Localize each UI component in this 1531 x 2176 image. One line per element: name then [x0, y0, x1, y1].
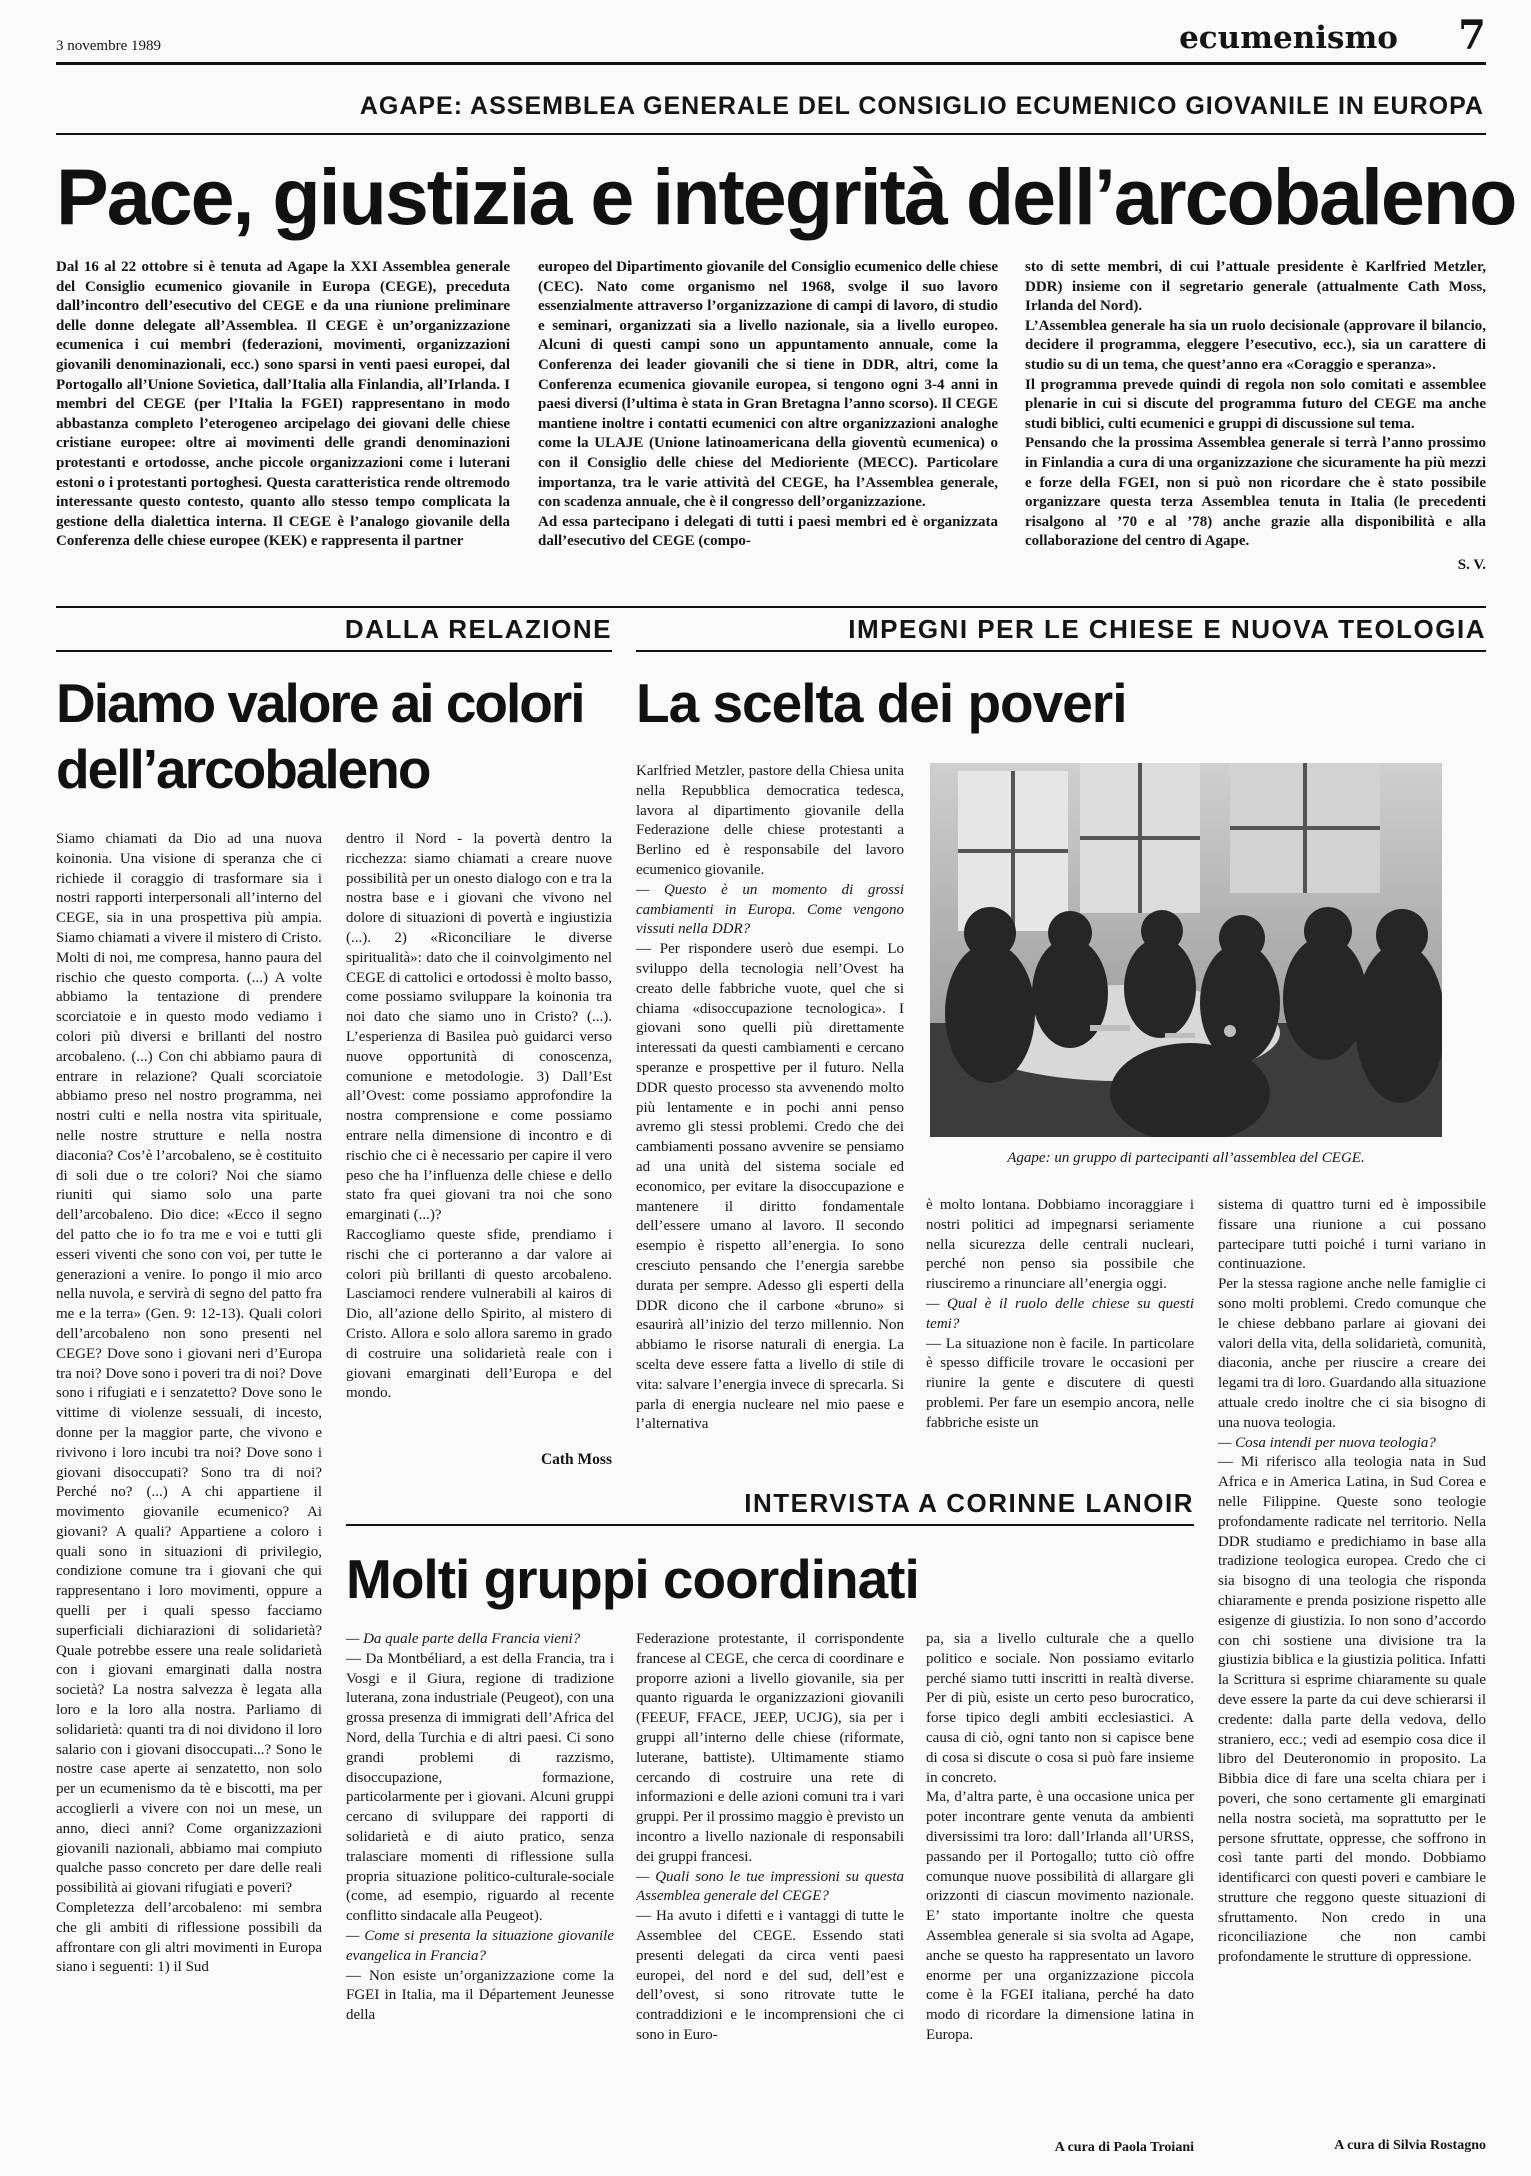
interview-kicker-rule	[346, 1524, 1194, 1526]
right-kicker-rule	[636, 650, 1486, 652]
left-kicker-rule	[56, 650, 612, 652]
section-divider	[56, 606, 1486, 608]
right-right-text: sistema di quattro turni ed è impossibile fissare una riunione a cui possano partecipare tutti poiché i turni variano in continuazione. Per la stessa ragione anche nelle famiglie ci sono molti problemi. Credo comunque che le chiese debbano parlare ai giovani dei valori della vita, della solidarietà, comunità, diaconia, anche per riuscire a creare dei legami tra di loro. Guardando alla situazione attuale credo inoltre che ci sia bisogno di una nuova teologia.	[1218, 1197, 1486, 1431]
right-answer-3: — Mi riferisco alla teologia nata in Sud Africa e in America Latina, in Sud Corea e nelle Filippine. Queste sono teologie profondamente radicate nel territorio. Nella DDR studiamo e predichiamo in base alla tradizione teologica europea. Credo che ci sia bisogno di una teologia che risponda chiaramente e prenda posizione rispetto alle esigenze di giustizia. Io non sono d’accordo con chi sostiene una divisione tra la giustizia biblica e la giustizia politica. Infatti la Scrittura si esprime chiaramente su quale deve essere la parte da cui deve schierarsi il credente: dalla parte della vedova, dello straniero, ecc.; vedi ad esempio cosa dice il libro del Deuteronomio in proposito. La Bibbia dice di fare una scelta chiara per i poveri, che sono certamente gli emarginati nella nostra società, ma soprattutto per le persone sfruttate, oppresse, che soffrono in così tante parti del mondo. Dobbiamo identificarci con questi poveri e cambiare le strutture che reggono queste situazioni di sfruttamento. Non credo in una riconciliazione che non cambi profondamente le strutture di oppressione.	[1218, 1454, 1486, 1966]
right-question-2: — Qual è il ruolo delle chiese su questi temi?	[926, 1295, 1194, 1332]
interview-question-1: — Da quale parte della Francia vieni?	[346, 1631, 581, 1647]
left-kicker: DALLA RELAZIONE	[344, 614, 612, 644]
page-header	[56, 12, 1486, 66]
interview-kicker: INTERVISTA A CORINNE LANOIR	[744, 1488, 1194, 1518]
agape-photo	[930, 763, 1442, 1137]
photo-caption: Agape: un gruppo di partecipanti all’assemblea del CEGE.	[1007, 1150, 1365, 1166]
interview-question-3: — Quali sono le tue impressioni su questa Assemblea generale del CEGE?	[636, 1868, 904, 1905]
right-mid-text: è molto lontana. Dobbiamo incoraggiare i nostri politici ad impegnarsi seriamente nella sicurezza delle centrali nucleari, perché non penso sia possibile che riusciremo a rinunciare all’energia oggi.	[926, 1197, 1194, 1293]
left-headline-1: Diamo valore ai colori	[56, 672, 584, 734]
right-kicker: IMPEGNI PER LE CHIESE E NUOVA TEOLOGIA	[848, 614, 1486, 644]
lead-col-3-wrap	[1025, 258, 1486, 578]
left-col-2: dentro il Nord - la povertà dentro la ricchezza: siamo chiamati a creare nuove possibilità per un onesto dialogo con e tra la nostra base e i giovani che vivono nel dolore di situazioni di povertà e ingiustizia (...). 2) «Riconciliare le diverse spiritualità»: dato che il coinvolgimento nel CEGE di cattolici e ortodossi è molto basso, come possiamo sviluppare la koinonia tra noi dato che siamo uno in Cristo? (...). L’esperienza di Basilea può guidarci verso nuove opportunità di conoscenza, comunione e metodologie. 3) Dall’Est all’Ovest: come possiamo approfondire la nostra comprensione e come possiamo entrare nella dimensione di incontro e di rischio che ci è necessario per capire il vero peso che ha l’influenza delle chiese e dello stato fra quei giovani tra noi che sono emarginati (...)? Raccogliamo queste sfide, prendiamo i rischi che ci porteranno a dar valore ai colori più brillanti di questo arcobaleno. Lasciamoci rendere vulnerabili al kairos di Dio, all’azione dello Spirito, al mistero di Cristo. Allora e solo allora saremo in grado di costruire una solidarietà reale con i giovani emarginati dell’Europa e del mondo.	[346, 831, 612, 1402]
interview-question-2: — Come si presenta la situazione giovanile evangelica in Francia?	[346, 1927, 614, 1964]
right-answer-2: — La situazione non è facile. In particolare è spesso difficile trovare le occasioni per riunire la gente e discutere di questi problemi. Per fare un esempio ancora, nelle fabbriche esiste un	[926, 1335, 1194, 1431]
right-col-right-wrap	[1218, 1196, 1486, 2160]
right-col-mid-wrap	[926, 1196, 1194, 1472]
interview-col-1-wrap	[346, 1630, 614, 2160]
lead-signature: S. V.	[1452, 556, 1486, 576]
left-col-2-wrap	[346, 830, 612, 1470]
header-rule	[56, 62, 1486, 65]
interview-col-3-wrap	[926, 1630, 1194, 2160]
left-signature: Cath Moss	[535, 1450, 612, 1470]
photo-illustration	[930, 763, 1442, 1137]
left-headline-2: dell’arcobaleno	[56, 738, 430, 800]
header-section: ecumenismo	[1179, 20, 1398, 56]
lead-kicker: AGAPE: ASSEMBLEA GENERALE DEL CONSIGLIO ECUMENICO GIOVANILE IN EUROPA	[359, 92, 1484, 120]
right-answer-1: — Per rispondere userò due esempi. Lo sviluppo della tecnologia nell’Ovest ha creato delle fabbriche vuote, quel che si chiama «disoccupazione tecnologica». I giovani sono quelli più direttamente interessati da questi cambiamenti e cercano speranze e prospettive per il futuro. Nella DDR questo processo sta avvenendo molto più lentamente e in pochi anni penso avremo gli stessi problemi. Credo che dei cambiamenti possano avvenire se pensiamo ad una unità del sistema sociale ed economico, per evitare la disoccupazione e mantenere il diritto fondamentale dell’essere umano al lavoro. Il secondo esempio è rispetto all’energia. Io sono cresciuto pensando che l’energia sarebbe durata per sempre. Adesso gli esperti della DDR dicono che il carbone «bruno» si esaurirà all’inizio del terzo millennio. Non abbiamo le risorse naturali di energia. La scelta deve essere fatta a livello di stile di vita: salvare l’energia invece di sprecarla. Si parla di energia nucleare nel mio paese e l’alternativa	[636, 941, 904, 1433]
interview-answer-3: — Ha avuto i difetti e i vantaggi di tutte le Assemblee del CEGE. Essendo stati presenti delegati da circa venti paesi europei, del nord e del sud, dell’est e dell’ovest, si sono ritrovate tutte le contraddizioni e le incomprensioni che ci sono in Euro-	[636, 1908, 904, 2043]
interview-headline: Molti gruppi coordinati	[346, 1548, 919, 1610]
page-number: 7	[1458, 12, 1486, 59]
lead-kicker-rule	[56, 133, 1486, 135]
header-date: 3 novembre 1989	[56, 38, 161, 54]
right-intro: Karlfried Metzler, pastore della Chiesa unita nella Repubblica democratica tedesca, lavora al dipartimento giovanile della Federazione delle chiese protestanti a Berlino ed è responsabile del lavoro ecumenico giovanile.	[636, 763, 904, 878]
right-question-3: — Cosa intendi per nuova teologia?	[1218, 1434, 1436, 1451]
lead-col-2: europeo del Dipartimento giovanile del Consiglio ecumenico delle chiese (CEC). Nato come organismo nel 1968, svolge il suo lavoro essenzialmente attraverso l’organizzazione di campi di lavoro, di studio e seminari, organizzati sia a livello nazionale, sia a livello europeo. Alcuni di questi campi sono un appuntamento annuale, come la Conferenza dei leader giovanili che si tiene in DDR, altri, come la Conferenza ecumenica giovanile europea, si tengono ogni 3-4 anni in paesi diversi (l’ultima è stata in Gran Bretagna l’anno scorso). Il CEGE mantiene inoltre i contatti ecumenici con altre organizzazioni analoghe come la ULAJE (Unione latinoamericana della gioventù ecumenica) o con il Consiglio delle chiese del Medioriente (MECC). Particolare importanza, tra le varie attività del CEGE, ha l’Assemblea generale, con scadenza annuale, che è il congresso dell’organizzazione. Ad essa partecipano i delegati di tutti i paesi membri ed è organizzata dall’esecutivo del CEGE (compo-	[538, 259, 998, 550]
interview-col-2: Federazione protestante, il corrispondente francese al CEGE, che cerca di coordinare e proporre azioni a livello giovanile, sia per quanto riguarda le organizzazioni giovanili (FEEUF, FFACE, JEEP, UCJG), sia per i gruppi all’interno delle chiese (riformate, luterane, battiste). Ultimamente stiamo cercando di costruire una rete di informazioni e delle azioni comuni tra i vari gruppi. Per il prossimo maggio è previsto un incontro a livello nazionale di responsabili dei gruppi francesi.	[636, 1631, 904, 1865]
right-col-left-wrap	[636, 762, 904, 1472]
right-headline: La scelta dei poveri	[636, 672, 1127, 734]
interview-col-2-wrap	[636, 1630, 904, 2160]
left-col-1: Siamo chiamati da Dio ad una nuova koinonia. Una visione di speranza che ci richiede il coraggio di trasformare sia i nostri rapporti interpersonali all’interno del CEGE, sia in una prospettiva più ampia. Siamo chiamati a vivere il mistero di Cristo. Molti di noi, me compresa, hanno paura del rischio che questo comporta. (...) A volte abbiamo la tentazione di prendere scorciatoie e in questo modo vediamo i colori più diversi e brillanti del nostro arcobaleno. (...) Con chi abbiamo paura di entrare in relazione? Quali scorciatoie abbiamo preso nel nostro programma, nei nostri culti e nella nostra vita spirituale, nelle nostre strutture e nella nostra diaconia? Cos’è l’arcobaleno, se è costituito di soli due o tre colori? Noi che siamo riuniti qui siamo solo una parte dell’arcobaleno. Dio dice: «Ecco il segno del patto che io fo tra me e voi e tutti gli esseri viventi che sono con voi, per tutte le generazioni a venire. Io pongo il mio arco nella nuvola, e servirà di segno del patto fra me e la terra» (Gen. 9: 12-13). Quali colori dell’arcobaleno non sono presenti nel CEGE? Dove sono i giovani neri d’Europa tra noi? Dove sono i poveri tra di noi? Dove sono i rifugiati e i senzatetto? Dove sono le vittime di violenze sessuali, di incesto, donne per la maggior parte, che vivono e rivivono i loro incubi tra noi? Dove sono i giovani disoccupati? Sono tra di noi? Perché no? (...) A chi appartiene il movimento giovanile ecumenico? Ai giovani? A quali? Appartiene a coloro i quali sono in situazioni di privilegio, condizione comune tra i giovani che qui rappresentano i loro movimenti, oppure a quelli per i quali spesso facciamo superficiali dichiarazioni di solidarietà? Quale potrebbe essere una reale solidarietà con i giovani emarginati dalla nostra società? La nostra salvezza è legata alla loro e la loro alla nostra. Parliamo di solidarietà: quanti tra di noi dividono il loro salario con i giovani disoccupati...? Sono le nostre case aperte ai senzatetto, non solo per un ecumenismo da tè e biscotti, ma per accoglierli a vivere con noi un mese, un anno, dieci anni? Come organizzazioni giovanili nazionali, abbiamo mai compiuto qualche passo concreto per dare delle reali possibilità ai giovani rifugiati e poveri? Completezza dell’arcobaleno: mi sembra che gli ambiti di riflessione possibili da affrontare con gli altri movimenti in Europa siano i seguenti: 1) il Sud	[56, 831, 322, 1976]
lead-col-1: Dal 16 al 22 ottobre si è tenuta ad Agape la XXI Assemblea generale del Consiglio ecumenico giovanile in Europa (CEGE), preceduta dall’incontro dell’esecutivo del CEGE e da una riunione preliminare delle donne delegate all’Assemblea. Il CEGE è un’organizzazione ecumenica i cui membri (federazioni, movimenti, organizzazioni giovanili denominazionali, ecc.) sono sparsi in venti paesi europei, dal Portogallo all’Unione Sovietica, dall’Italia alla Finlandia, all’Irlanda. I membri del CEGE (per l’Italia la FGEI) rappresentano in modo abbastanza completo l’eterogeneo arcipelago dei giovani delle chiese cristiane europee: oltre ai movimenti delle grandi denominazioni protestanti e ortodosse, anche piccole organizzazioni come i luterani estoni o i protestanti portoghesi. Questa caratteristica rende oltremodo interessante questo contesto, quanto allo stesso tempo complicata la gestione della dialettica interna. Il CEGE è l’analogo giovanile della Conferenza delle chiese europee (KEK) e rappresenta il partner	[56, 259, 510, 550]
lead-col-3: sto di sette membri, di cui l’attuale presidente è Karlfried Metzler, DDR) insieme con il segretario generale (attualmente Cath Moss, Irlanda del Nord). L’Assemblea generale ha sia un ruolo decisionale (approvare il bilancio, decidere il programma, eleggere l’esecutivo, ecc.), sia un carattere di studio su di un tema, che quest’anno era «Coraggio e speranza». Il programma prevede quindi di regola non solo comitati e assemblee plenarie in cui si discute del programma futuro del CEGE ma anche studi biblici, culti ecumenici e gruppi di discussione sul tema. Pensando che la prossima Assemblea generale si terrà l’anno prossimo in Finlandia a cura di una organizzazione che sicuramente ha più mezzi e forze della FGEI, non si può non ricordare che è stato possibile organizzare questa terza Assemblea tenuta in Italia (le precedenti risalgono al ’70 e al ’78) anche grazie alla disponibilità e alla collaborazione del centro di Agape.	[1025, 259, 1486, 550]
interview-signature: A cura di Paola Troiani	[1049, 2138, 1194, 2158]
right-signature: A cura di Silvia Rostagno	[1328, 2136, 1486, 2156]
interview-answer-2: — Non esiste un’organizzazione come la FGEI in Italia, ma il Département Jeunesse della	[346, 1967, 614, 2024]
interview-answer-1: — Da Montbéliard, a est della Francia, tra i Vosgi e il Giura, regione di tradizione luterana, zona industriale (Peugeot), con una grossa presenza di immigrati dell’Africa del Nord, della Turchia e di altri paesi. Ci sono grandi problemi di razzismo, disoccupazione, formazione, particolarmente per i giovani. Alcuni gruppi cercano di sviluppare dei rapporti di solidarietà e di aiuto pratico, senza tralasciare momenti di riflessione sulla propria situazione politico-culturale-sociale (come, ad esempio, riguardo al recente conflitto sindacale alla Peugeot).	[346, 1650, 614, 1925]
interview-col-3: pa, sia a livello culturale che a quello politico e sociale. Non possiamo evitarlo perché siamo tutti inscritti in realtà diverse. Per di più, esiste un certo peso burocratico, forse tipico degli ambiti ecclesiastici. A causa di ciò, ogni tanto non si capisce bene di cosa si discute o cosa si può fare insieme in concreto. Ma, d’altra parte, è una occasione unica per poter incontrare gente venuta da ambienti diversissimi tra loro: dall’Irlanda all’URSS, passando per il Portogallo; tutto ciò offre comunque nuove possibilità di allargare gli orizzonti di ciascun movimento nazionale. E’ stato importante inoltre che questa Assemblea generale si sia svolta ad Agape, anche se questo ha rappresentato un lavoro enorme per una organizzazione piccola come è la FGEI italiana, perché ha dato modo di ricordare la dimensione latina in Europa.	[926, 1631, 1194, 2043]
lead-headline: Pace, giustizia e integrità dell’arcobaleno	[56, 152, 1516, 241]
right-question-1: — Questo è un momento di grossi cambiamenti in Europa. Come vengono vissuti nella DDR?	[636, 881, 904, 938]
